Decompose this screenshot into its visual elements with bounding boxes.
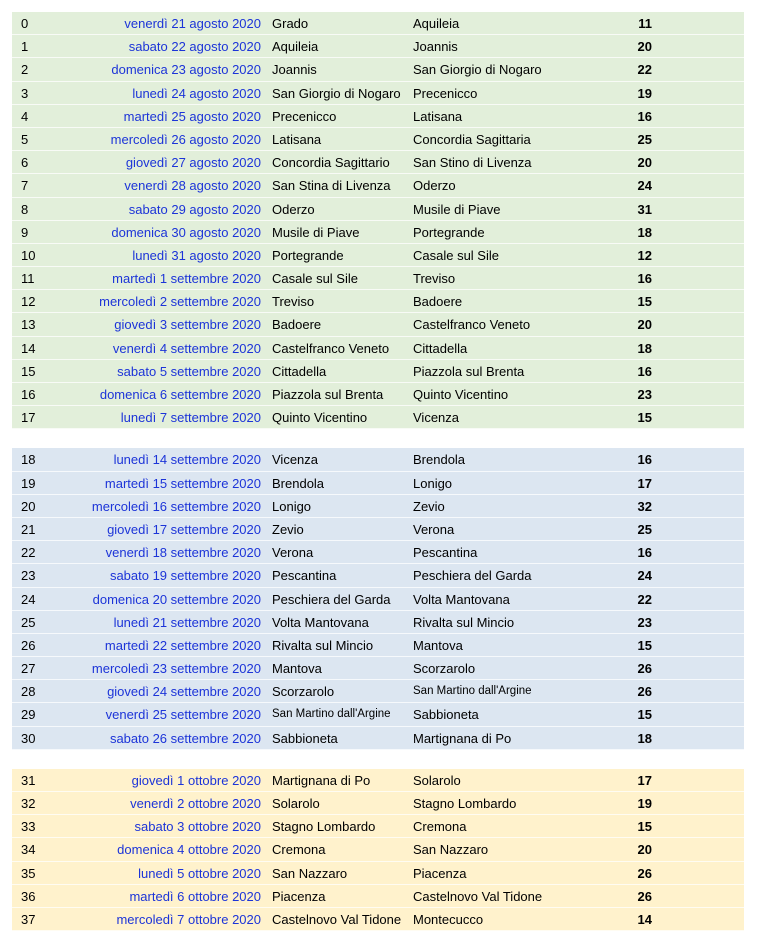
from-location-cell: Joannis	[272, 62, 317, 78]
date-cell: venerdì 4 settembre 2020	[112, 340, 261, 356]
date-cell: mercoledì 16 settembre 2020	[91, 498, 261, 514]
table-row	[12, 588, 744, 611]
row-index-cell: 1	[21, 39, 29, 55]
row-index-cell: 8	[21, 201, 29, 217]
distance-km-cell: 17	[637, 475, 652, 491]
table-row	[12, 221, 744, 244]
to-location-cell: Martignana di Po	[413, 730, 512, 746]
distance-km-cell: 16	[637, 363, 652, 379]
distance-km-cell: 32	[637, 498, 652, 514]
row-index-cell: 36	[21, 888, 36, 904]
table-row	[12, 290, 744, 313]
table-row	[12, 680, 744, 703]
table-row	[12, 267, 744, 290]
date-cell: lunedì 21 settembre 2020	[113, 614, 261, 630]
to-location-cell: Vicenza	[413, 410, 460, 426]
table-row	[12, 383, 744, 406]
table-row	[12, 518, 744, 541]
row-index-cell: 33	[21, 819, 36, 835]
table-row	[12, 495, 744, 518]
from-location-cell: Vicenza	[272, 452, 319, 468]
row-index-cell: 37	[21, 911, 36, 927]
from-location-cell: Rivalta sul Mincio	[272, 637, 374, 653]
from-location-cell: San Stina di Livenza	[272, 178, 391, 194]
to-location-cell: Piazzola sul Brenta	[413, 363, 525, 379]
date-cell: lunedì 24 agosto 2020	[132, 85, 261, 101]
from-location-cell: Castelnovo Val Tidone	[272, 911, 402, 927]
date-cell: venerdì 25 settembre 2020	[105, 707, 261, 723]
row-index-cell: 17	[21, 410, 36, 426]
to-location-cell: San Martino dall'Argine	[413, 685, 532, 698]
table-row	[12, 58, 744, 81]
to-location-cell: Castelnovo Val Tidone	[413, 888, 543, 904]
to-location-cell: Verona	[413, 521, 455, 537]
table-row	[12, 406, 744, 429]
to-location-cell: San Giorgio di Nogaro	[413, 62, 542, 78]
from-location-cell: Piazzola sul Brenta	[272, 387, 384, 402]
date-cell: venerdì 2 ottobre 2020	[130, 796, 261, 811]
row-index-cell: 23	[21, 568, 36, 584]
date-cell: sabato 3 ottobre 2020	[134, 819, 261, 835]
table-row	[12, 448, 744, 471]
from-location-cell: Lonigo	[272, 498, 312, 514]
table-row	[12, 703, 744, 726]
row-index-cell: 30	[21, 730, 36, 746]
row-index-cell: 2	[21, 62, 29, 78]
to-location-cell: Rivalta sul Mincio	[413, 614, 515, 630]
from-location-cell: San Giorgio di Nogaro	[272, 85, 401, 101]
distance-km-cell: 25	[637, 521, 652, 537]
distance-km-cell: 19	[637, 796, 652, 811]
row-index-cell: 27	[21, 661, 36, 677]
to-location-cell: San Stino di Livenza	[413, 155, 532, 171]
table-section-1	[12, 12, 744, 429]
from-location-cell: Verona	[272, 545, 314, 561]
distance-km-cell: 12	[637, 247, 652, 263]
to-location-cell: Piacenza	[413, 865, 467, 881]
row-index-cell: 0	[21, 16, 29, 31]
row-index-cell: 28	[21, 684, 36, 700]
distance-km-cell: 15	[637, 637, 652, 653]
to-location-cell: Volta Mantovana	[413, 591, 510, 607]
to-location-cell: San Nazzaro	[413, 842, 489, 858]
from-location-cell: Stagno Lombardo	[272, 819, 376, 835]
date-cell: giovedì 24 settembre 2020	[107, 684, 261, 700]
distance-km-cell: 25	[637, 131, 652, 147]
distance-km-cell: 15	[637, 294, 652, 310]
date-cell: martedì 25 agosto 2020	[123, 108, 261, 124]
row-index-cell: 26	[21, 637, 36, 653]
distance-km-cell: 11	[638, 16, 652, 31]
table-row	[12, 657, 744, 680]
table-row	[12, 174, 744, 197]
table-row	[12, 792, 744, 815]
from-location-cell: Mantova	[272, 661, 322, 677]
to-location-cell: Quinto Vicentino	[413, 387, 509, 402]
date-cell: mercoledì 2 settembre 2020	[99, 294, 261, 310]
from-location-cell: Casale sul Sile	[272, 271, 358, 287]
distance-km-cell: 26	[637, 865, 652, 881]
to-location-cell: Lonigo	[413, 475, 453, 491]
date-cell: sabato 26 settembre 2020	[109, 730, 261, 746]
table-row	[12, 862, 744, 885]
date-cell: giovedì 3 settembre 2020	[114, 317, 261, 333]
date-cell: lunedì 7 settembre 2020	[120, 410, 261, 426]
row-index-cell: 35	[21, 865, 36, 881]
date-cell: sabato 5 settembre 2020	[117, 363, 261, 379]
distance-km-cell: 15	[637, 819, 652, 835]
table-row	[12, 12, 744, 35]
from-location-cell: Scorzarolo	[272, 684, 335, 700]
to-location-cell: Cremona	[413, 819, 467, 835]
table-row	[12, 360, 744, 383]
row-index-cell: 20	[21, 498, 36, 514]
row-index-cell: 32	[21, 796, 36, 811]
distance-km-cell: 20	[637, 155, 652, 171]
table-row	[12, 908, 744, 931]
distance-km-cell: 18	[637, 224, 652, 240]
date-cell: martedì 22 settembre 2020	[104, 637, 261, 653]
date-cell: venerdì 21 agosto 2020	[124, 16, 261, 31]
from-location-cell: Musile di Piave	[272, 224, 360, 240]
to-location-cell: Montecucco	[413, 911, 484, 927]
table-row	[12, 128, 744, 151]
to-location-cell: Precenicco	[413, 85, 478, 101]
table-row	[12, 337, 744, 360]
from-location-cell: Portegrande	[272, 247, 344, 263]
date-cell: mercoledì 26 agosto 2020	[110, 131, 261, 147]
row-index-cell: 5	[21, 131, 29, 147]
distance-km-cell: 16	[637, 545, 652, 561]
to-location-cell: Concordia Sagittaria	[413, 131, 531, 147]
distance-km-cell: 26	[637, 888, 652, 904]
to-location-cell: Casale sul Sile	[413, 247, 499, 263]
distance-km-cell: 16	[637, 271, 652, 287]
to-location-cell: Brendola	[413, 452, 466, 468]
from-location-cell: Latisana	[272, 131, 322, 147]
from-location-cell: Badoere	[272, 317, 322, 333]
table-row	[12, 313, 744, 336]
itinerary-table	[12, 12, 744, 931]
distance-km-cell: 22	[637, 62, 652, 78]
row-index-cell: 15	[21, 363, 36, 379]
date-cell: lunedì 31 agosto 2020	[132, 247, 261, 263]
to-location-cell: Aquileia	[413, 16, 460, 31]
to-location-cell: Joannis	[413, 39, 458, 55]
table-row	[12, 838, 744, 861]
to-location-cell: Cittadella	[413, 340, 468, 356]
date-cell: martedì 1 settembre 2020	[112, 271, 261, 287]
row-index-cell: 4	[21, 108, 29, 124]
from-location-cell: Precenicco	[272, 108, 337, 124]
row-index-cell: 21	[21, 521, 36, 537]
table-row	[12, 769, 744, 792]
distance-km-cell: 20	[637, 317, 652, 333]
table-row	[12, 634, 744, 657]
from-location-cell: Zevio	[272, 521, 304, 537]
distance-km-cell: 17	[637, 772, 652, 788]
from-location-cell: Volta Mantovana	[272, 614, 369, 630]
to-location-cell: Pescantina	[413, 545, 478, 561]
to-location-cell: Mantova	[413, 637, 463, 653]
to-location-cell: Latisana	[413, 108, 463, 124]
row-index-cell: 9	[21, 224, 29, 240]
distance-km-cell: 18	[637, 340, 652, 356]
row-index-cell: 7	[21, 178, 29, 194]
distance-km-cell: 24	[637, 568, 652, 584]
date-cell: domenica 23 agosto 2020	[111, 62, 261, 78]
from-location-cell: Piacenza	[272, 888, 326, 904]
from-location-cell: Treviso	[272, 294, 315, 310]
distance-km-cell: 20	[637, 39, 652, 55]
table-row	[12, 472, 744, 495]
to-location-cell: Musile di Piave	[413, 201, 501, 217]
distance-km-cell: 16	[637, 108, 652, 124]
from-location-cell: Brendola	[272, 475, 325, 491]
row-index-cell: 18	[21, 452, 36, 468]
table-row	[12, 35, 744, 58]
to-location-cell: Oderzo	[413, 178, 456, 194]
distance-km-cell: 15	[637, 707, 652, 723]
distance-km-cell: 26	[637, 661, 652, 677]
from-location-cell: Martignana di Po	[272, 772, 371, 788]
table-row	[12, 564, 744, 587]
row-index-cell: 11	[21, 271, 35, 287]
row-index-cell: 19	[21, 475, 36, 491]
row-index-cell: 34	[21, 842, 36, 858]
from-location-cell: Solarolo	[272, 796, 320, 811]
from-location-cell: Peschiera del Garda	[272, 591, 391, 607]
date-cell: domenica 6 settembre 2020	[99, 387, 261, 402]
table-row	[12, 815, 744, 838]
to-location-cell: Peschiera del Garda	[413, 568, 532, 584]
date-cell: giovedì 1 ottobre 2020	[131, 772, 261, 788]
distance-km-cell: 16	[637, 452, 652, 468]
distance-km-cell: 19	[637, 85, 652, 101]
date-cell: giovedì 27 agosto 2020	[125, 155, 261, 171]
to-location-cell: Castelfranco Veneto	[413, 317, 531, 333]
distance-km-cell: 24	[637, 178, 652, 194]
date-cell: lunedì 14 settembre 2020	[113, 452, 261, 468]
from-location-cell: Concordia Sagittario	[272, 155, 390, 171]
date-cell: lunedì 5 ottobre 2020	[138, 865, 261, 881]
from-location-cell: Cremona	[272, 842, 326, 858]
date-cell: domenica 30 agosto 2020	[111, 224, 261, 240]
table-section-2	[12, 448, 744, 749]
row-index-cell: 29	[21, 707, 36, 723]
table-row	[12, 611, 744, 634]
table-row	[12, 151, 744, 174]
from-location-cell: Oderzo	[272, 201, 315, 217]
date-cell: sabato 29 agosto 2020	[128, 201, 261, 217]
table-row	[12, 105, 744, 128]
date-cell: sabato 22 agosto 2020	[128, 39, 261, 55]
to-location-cell: Scorzarolo	[413, 661, 476, 677]
from-location-cell: Castelfranco Veneto	[272, 340, 390, 356]
distance-km-cell: 18	[637, 730, 652, 746]
distance-km-cell: 23	[637, 614, 652, 630]
distance-km-cell: 15	[637, 410, 652, 426]
date-cell: martedì 15 settembre 2020	[104, 475, 261, 491]
date-cell: giovedì 17 settembre 2020	[107, 521, 261, 537]
row-index-cell: 12	[21, 294, 36, 310]
from-location-cell: Grado	[272, 16, 309, 31]
distance-km-cell: 31	[637, 201, 652, 217]
table-row	[12, 244, 744, 267]
distance-km-cell: 22	[637, 591, 652, 607]
row-index-cell: 14	[21, 340, 36, 356]
table-row	[12, 885, 744, 908]
to-location-cell: Sabbioneta	[413, 707, 479, 723]
date-cell: venerdì 18 settembre 2020	[105, 545, 261, 561]
date-cell: sabato 19 settembre 2020	[109, 568, 261, 584]
from-location-cell: Cittadella	[272, 363, 327, 379]
to-location-cell: Treviso	[413, 271, 456, 287]
date-cell: martedì 6 ottobre 2020	[129, 888, 261, 904]
table-row	[12, 198, 744, 221]
row-index-cell: 6	[21, 155, 29, 171]
from-location-cell: Quinto Vicentino	[272, 410, 368, 426]
row-index-cell: 16	[21, 387, 36, 402]
row-index-cell: 25	[21, 614, 36, 630]
row-index-cell: 24	[21, 591, 36, 607]
distance-km-cell: 20	[637, 842, 652, 858]
table-row	[12, 82, 744, 105]
from-location-cell: Sabbioneta	[272, 730, 338, 746]
to-location-cell: Zevio	[413, 498, 445, 514]
date-cell: mercoledì 23 settembre 2020	[91, 661, 261, 677]
distance-km-cell: 26	[637, 684, 652, 700]
row-index-cell: 31	[21, 772, 36, 788]
row-index-cell: 22	[21, 545, 36, 561]
distance-km-cell: 14	[637, 911, 652, 927]
table-row	[12, 541, 744, 564]
row-index-cell: 13	[21, 317, 36, 333]
from-location-cell: Aquileia	[272, 39, 319, 55]
to-location-cell: Solarolo	[413, 772, 461, 788]
date-cell: domenica 20 settembre 2020	[92, 591, 261, 607]
row-index-cell: 3	[21, 85, 29, 101]
from-location-cell: San Nazzaro	[272, 865, 348, 881]
to-location-cell: Stagno Lombardo	[413, 796, 517, 811]
to-location-cell: Portegrande	[413, 224, 485, 240]
to-location-cell: Badoere	[413, 294, 463, 310]
table-section-3	[12, 769, 744, 931]
from-location-cell: San Martino dall'Argine	[272, 708, 391, 721]
row-index-cell: 10	[21, 247, 36, 263]
date-cell: venerdì 28 agosto 2020	[124, 178, 261, 194]
from-location-cell: Pescantina	[272, 568, 337, 584]
distance-km-cell: 23	[637, 387, 652, 402]
table-row	[12, 727, 744, 750]
date-cell: domenica 4 ottobre 2020	[117, 842, 261, 858]
date-cell: mercoledì 7 ottobre 2020	[116, 911, 261, 927]
